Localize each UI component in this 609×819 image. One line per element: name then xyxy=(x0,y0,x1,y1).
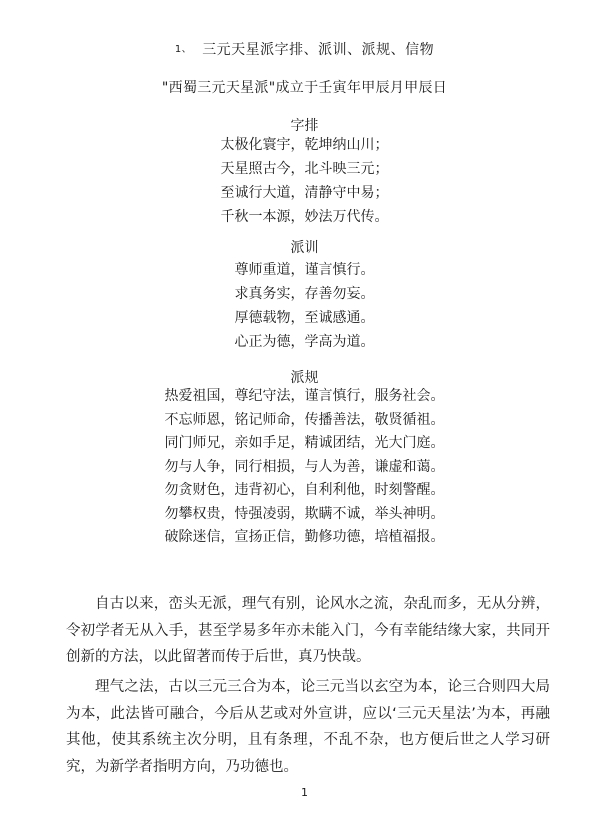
paigui-verse xyxy=(0,385,609,550)
verse-line: 求真务实，存善勿妄。 xyxy=(234,286,375,302)
founding-subtitle: "西蜀三元天星派"成立于壬寅年甲辰月甲辰日 xyxy=(161,80,448,96)
rule-line: 破除迷信，宣扬正信，勤修功德，培植福报。 xyxy=(164,529,445,545)
rule-line: 勿与人争，同行相损，与人为善，谦虚和蔼。 xyxy=(164,458,445,475)
document-heading xyxy=(0,39,609,59)
rule-line: 勿贪财色，违背初心，自利利他，时刻警醒。 xyxy=(164,482,445,498)
heading-text: 三元天星派字排、派训、派规、信物 xyxy=(202,42,435,58)
rule-line: 热爱祖国，尊纪守法，谨言慎行，服务社会。 xyxy=(164,388,445,404)
heading-number: 1、 xyxy=(174,44,193,55)
verse-line: 至诚行大道，清静守中易； xyxy=(220,185,389,201)
section-title-paixun: 派训 xyxy=(290,240,319,256)
verse-line: 尊师重道，谨言慎行。 xyxy=(234,262,375,278)
section-title-zipai: 字排 xyxy=(290,118,319,134)
rule-line: 不忘师恩，铭记师命，传播善法，敬贤循祖。 xyxy=(164,411,445,428)
paixun-verse xyxy=(0,258,609,354)
zipai-verse xyxy=(0,133,609,229)
body-paragraph: 自古以来，峦头无派，理气有别，论风水之流，杂乱而多，无从分辨，令初学者无从入手，甚至学易多年亦未能入门，今有幸能结缘大家，共同开创新的方法，以此留著而传于后世，真乃快哉。 xyxy=(66,596,550,665)
verse-line: 太极化寰宇，乾坤纳山川； xyxy=(220,137,389,153)
verse-line: 心正为德，学高为道。 xyxy=(234,334,375,350)
rule-line: 同门师兄，亲如手足，精诚团结，光大门庭。 xyxy=(164,435,445,451)
rule-line: 勿攀权贵，恃强凌弱，欺瞒不诚，举头神明。 xyxy=(164,505,445,522)
verse-line: 天星照古今，北斗映三元； xyxy=(220,161,389,177)
verse-line: 千秋一本源，妙法万代传。 xyxy=(220,209,389,225)
page-number: 1 xyxy=(301,786,308,799)
section-title-paigui: 派规 xyxy=(290,370,319,386)
body-paragraph: 理气之法，古以三元三合为本，论三元当以玄空为本，论三合则四大局为本，此法皆可融合，今后从艺或对外宣讲，应以‘三元天星法’为本，再融其他，使其系统主次分明，且有条理，不乱不杂，也方便后世之人学习研究，为新学者指明方向，乃功德也。 xyxy=(66,679,550,775)
verse-line: 厚德载物，至诚感通。 xyxy=(234,310,375,326)
